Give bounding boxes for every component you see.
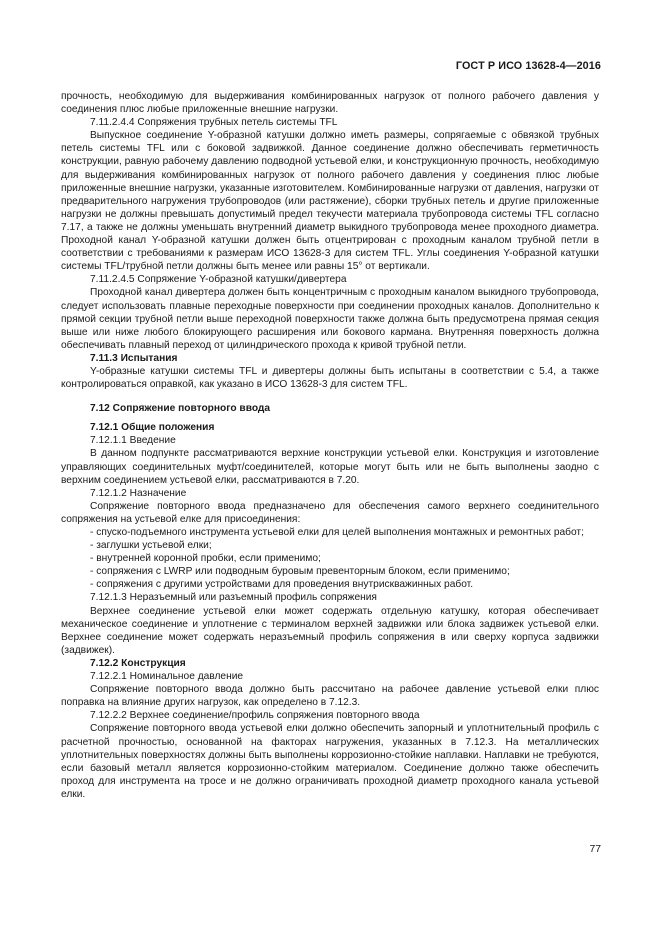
- section-heading: 7.12 Сопряжение повторного ввода: [90, 403, 271, 415]
- paragraph-continuation: прочность, необходимую для выдерживания комбинированных нагрузок от полного рабочего давления у соединения плюс любые приложенные внешние нагрузки.: [61, 91, 599, 116]
- paragraph: Сопряжение повторного ввода устьевой елки должно обеспечить запорный и уплотнительный профиль с расчетной прочностью, основанной на факторах нагружения, указанных в 7.12.3. На металлических уплотнительных поверхностях должны быть выполнены коррозионно-стойкие наплавки. Наплавки не требуются, если базовый металл является коррозионно-стойким материалом. Соединение должно также обеспечить проход для инструмента на тросе и не должно ограничивать проходной диаметр проходного канала устьевой елки.: [61, 723, 599, 800]
- list-item: - внутренней коронной пробки, если применимо;: [90, 553, 321, 565]
- list-item: - заглушки устьевой елки;: [90, 540, 212, 552]
- subsection-heading: 7.11.2.4.4 Сопряжения трубных петель системы TFL: [90, 117, 338, 129]
- paragraph: Выпускное соединение Y-образной катушки должно иметь размеры, сопрягаемые с обвязкой трубных петель системы TFL или с боковой задвижкой. Данное соединение должно обеспечивать герметичность конструкции, равную рабочему давлению подводной устьевой елки, и конструкционную прочность, необходимую для выдерживания комбинированных нагрузок от полного рабочего давления у соединения плюс любые приложенные внешние нагрузки, указанные изготовителем. Комбинированные нагрузки от давления, нагрузки от предварительного нагружения трубопроводов (или растяжение), сборки трубных петель и другие приложенные нагрузки не должны превышать допустимый предел текучести материала трубопровода системы TFL согласно 7.17, а также не должны уменьшать внутренний диаметр выкидного трубопровода менее проходного диаметра. Проходной канал Y-образной катушки должен быть отцентрирован с проходным каналом трубной петли в соответствии с требованиями к размерам ИСО 13628-3 для систем TFL. Углы соединения Y-образной катушки системы TFL/трубной петли должны быть менее или равны 15° от вертикали.: [61, 130, 599, 273]
- list-item: - сопряжения с другими устройствами для проведения внутрискважинных работ.: [90, 579, 474, 591]
- list-item: - сопряжения с LWRP или подводным буровым превенторным блоком, если применимо;: [90, 566, 510, 578]
- paragraph: Сопряжение повторного ввода должно быть рассчитано на рабочее давление устьевой елки плюс поправка на влияние других нагрузок, как определено в 7.12.3.: [61, 684, 599, 709]
- document-header: ГОСТ Р ИСО 13628-4—2016: [455, 60, 601, 72]
- subsection-heading: 7.12.2.1 Номинальное давление: [90, 671, 244, 683]
- page-number: 77: [589, 844, 601, 855]
- document-body: [61, 90, 599, 801]
- paragraph: Верхнее соединение устьевой елки может содержать отдельную катушку, которая обеспечивает механическое соединение и уплотнение с терминалом верхней задвижки или блока задвижек устьевой елки. Верхнее соединение может содержать неразъемный профиль сопряжения в или сверху корпуса задвижки (задвижек).: [61, 605, 599, 656]
- subsection-heading: 7.12.1.2 Назначение: [90, 487, 187, 499]
- paragraph: Проходной канал дивертера должен быть концентричным с проходным каналом выкидного трубопровода, следует использовать плавные переходные поверхности при соединении проходных каналов. Дополнительно к прямой секции трубной петли выше переходной поверхности также должна быть предусмотрена прямая секция выше или ниже любого блокирующего расширения или бокового кармана. Внутренняя поверхность должна обеспечивать плавный переход от цилиндрического прохода к кривой трубной петли.: [61, 287, 599, 351]
- subsection-heading: 7.12.1.3 Неразъемный или разъемный профиль сопряжения: [90, 592, 377, 604]
- section-heading: 7.12.1 Общие положения: [90, 422, 215, 434]
- subsection-heading: 7.11.2.4.5 Сопряжение Y-образной катушки/дивертера: [90, 274, 347, 286]
- section-heading: 7.11.3 Испытания: [90, 352, 178, 364]
- paragraph: В данном подпункте рассматриваются верхние конструкции устьевой елки. Конструкция и изготовление управляющих соединительных муфт/соединителей, которые могут быть или не быть выполнены заодно с верхним соединением устьевой елки, рассматриваются в 7.20.: [61, 448, 599, 486]
- paragraph: Y-образные катушки системы TFL и дивертеры должны быть испытаны в соответствии с 5.4, а также контролироваться оправкой, как указано в ИСО 13628-3 для систем TFL.: [61, 365, 599, 391]
- subsection-heading: 7.12.2.2 Верхнее соединение/профиль сопряжения повторного ввода: [90, 710, 420, 722]
- paragraph: Сопряжение повторного ввода предназначено для обеспечения самого верхнего соединительного сопряжения на устьевой елке для присоединения:: [61, 500, 599, 525]
- subsection-heading: 7.12.1.1 Введение: [90, 435, 176, 447]
- list-item: - спуско-подъемного инструмента устьевой елки для целей выполнения монтажных и ремонтных работ;: [90, 527, 584, 538]
- section-heading: 7.12.2 Конструкция: [90, 657, 186, 669]
